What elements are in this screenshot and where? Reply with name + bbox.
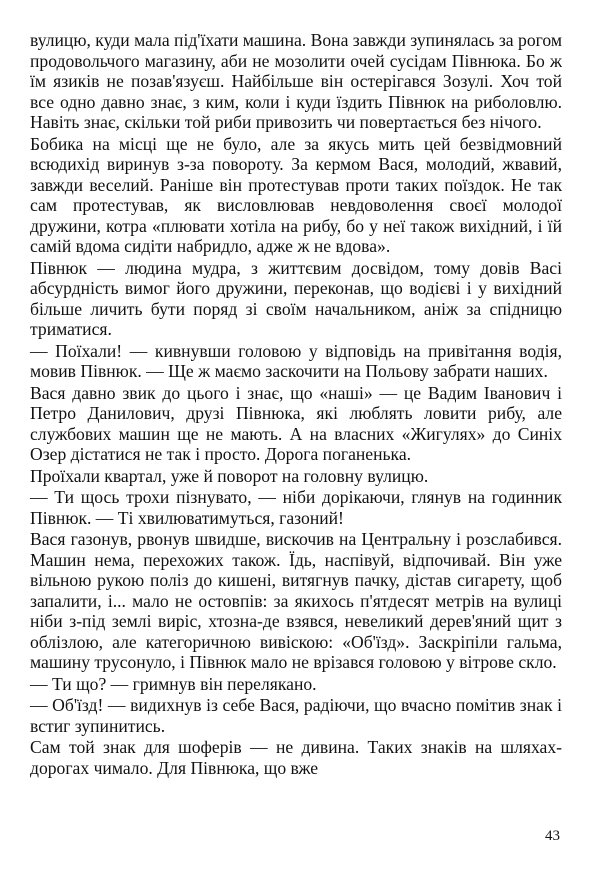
body-text [30,30,562,779]
paragraph-6: Проїхали квартал, уже й поворот на головну вулицю. [30,465,429,486]
page-number: 43 [545,828,560,844]
paragraph-5: Вася давно звик до цього і знає, що «наші» — це Вадим Іванович і Петро Данилович, друзі Півнюка, які люблять ловити рибу, але службових машин ще не мають. А на власних «Жигулях» до Синіх Озер дістатися не так і просто. Дорога поганенька. [30,382,562,464]
paragraph-11: Сам той знак для шоферів — не дивина. Таких знаків на шляхах-дорогах чимало. Для Півнюка, що вже [30,737,562,778]
paragraph-1: вулицю, куди мала під'їхати машина. Вона завжди зупинялась за рогом продовольчого магазину, аби не мозолити очей сусідам Півнюка. Бо ж їм язиків не позав'язуєш. Найбільше він остерігався Зозулі. Хоч той все одно давно знає, з ким, коли і куди їздить Півнюк на риболовлю. Навіть знає, скільки той риби привозить чи повертається без нічого. [30,30,562,132]
paragraph-7: — Ти щось трохи пізнувато, — ніби дорікаючи, глянув на годинник Півнюк. — Ті хвилюватимуться, газоний! [30,487,562,528]
paragraph-2: Бобика на місці ще не було, але за якусь мить цей безвідмовний всюдихід виринув з-за повороту. За кермом Вася, молодий, жвавий, завжди веселий. Раніше він протестував проти таких поїздок. Не так сам протестував, як висловлював невдоволення своєї молодої дружини, котра «плювати хотіла на рибу, бо у неї також вихідний, і їй самій вдома сидіти набридло, адже ж не вдова». [30,133,562,256]
paragraph-3: Півнюк — людина мудра, з життєвим досвідом, тому довів Васі абсурдність вимог його дружини, переконав, що водієві і у вихідний більше личить бути поряд зі своїм начальником, аніж за спідницю триматися. [30,257,562,339]
paragraph-10: — Об'їзд! — видихнув із себе Вася, радіючи, що вчасно помітив знак і встиг зупинитись. [30,695,562,736]
paragraph-4: — Поїхали! — кивнувши головою у відповідь на привітання водія, мовив Півнюк. — Ще ж маємо заскочити на Польову забрати наших. [30,340,562,381]
paragraph-9: — Ти що? — гримнув він перелякано. [30,673,317,694]
paragraph-8: Вася газонув, рвонув швидше, вискочив на Центральну і розслабився. Машин нема, перехожих також. Їдь, наспівуй, відпочивай. Він уже вільною рукою поліз до кишені, витягнув пачку, дістав сигарету, щоб запалити, і... мало не остовпів: за якихось п'ятдесят метрів на вулиці ніби з-під землі виріс, хтозна-де взявся, невеликий дерев'яний щит з облізлою, але категоричною вивіскою: «Об'їзд». Заскріпіли гальма, машину трусонуло, і Півнюк мало не врізався головою у вітрове скло. [30,529,562,672]
